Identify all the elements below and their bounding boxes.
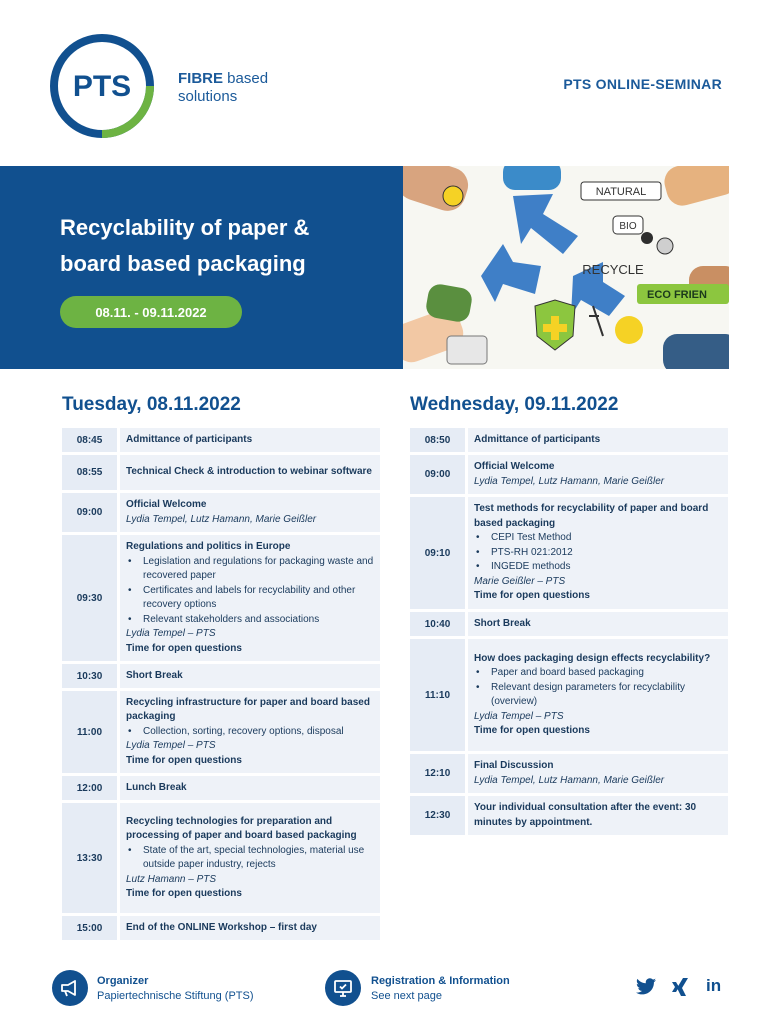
schedule-row (410, 639, 728, 751)
row-content (120, 455, 380, 490)
row-time: 09:00 (62, 493, 117, 532)
row-note: Time for open questions (474, 590, 590, 602)
twitter-icon[interactable] (636, 978, 656, 1000)
registration-value: See next page (371, 990, 442, 1002)
row-time: 11:00 (62, 691, 117, 773)
row-time: 09:30 (62, 535, 117, 661)
bullet-item: • Certificates and labels for recyclability and other recovery options (126, 584, 374, 613)
brand-tagline-1 (178, 70, 268, 87)
registration-label: Registration & Information (371, 975, 510, 987)
recycling-illustration (403, 166, 729, 369)
row-content (468, 639, 728, 751)
row-title: Official Welcome (126, 499, 207, 510)
row-content (120, 664, 380, 688)
row-time: 13:30 (62, 803, 117, 913)
row-time: 08:45 (62, 428, 117, 452)
date-badge: 08.11. - 09.11.2022 (60, 296, 242, 328)
row-title: Technical Check & introduction to webinar software (126, 466, 372, 478)
row-title: Test methods for recyclability of paper and board based packaging (474, 503, 709, 529)
bullet-item: • CEPI Test Method (474, 531, 722, 546)
day2-schedule (410, 428, 728, 838)
bio-label: BIO (619, 221, 637, 232)
row-time: 12:00 (62, 776, 117, 800)
row-title: Your individual consultation after the event: 30 minutes by appointment. (474, 802, 697, 828)
megaphone-icon (52, 970, 88, 1006)
logo-text: PTS (72, 70, 132, 103)
linkedin-icon[interactable]: in (706, 976, 722, 995)
row-content (468, 428, 728, 452)
row-content (120, 535, 380, 661)
row-title: Regulations and politics in Europe (126, 541, 291, 552)
day2-title: Wednesday, 09.11.2022 (410, 394, 619, 415)
schedule-row (410, 428, 728, 452)
row-time: 08:50 (410, 428, 465, 452)
row-time: 10:40 (410, 612, 465, 636)
row-bullets (474, 531, 722, 575)
row-time: 11:10 (410, 639, 465, 751)
schedule-row (62, 428, 380, 452)
row-speaker: Lydia Tempel, Lutz Hamann, Marie Geißler (126, 513, 317, 525)
row-time: 10:30 (62, 664, 117, 688)
bullet-item: • INGEDE methods (474, 560, 722, 575)
bullet-item: • State of the art, special technologies, material use outside paper industry, rejects (126, 844, 374, 873)
row-bullets (126, 844, 374, 873)
row-time: 15:00 (62, 916, 117, 940)
schedule-row (62, 455, 380, 490)
brand-tagline-2: solutions (178, 88, 238, 105)
schedule-row (62, 535, 380, 661)
title-line-2: board based packaging (60, 251, 306, 276)
row-time: 12:10 (410, 754, 465, 793)
day1-schedule (62, 428, 380, 943)
footer (0, 964, 770, 1024)
row-time: 08:55 (62, 455, 117, 490)
row-time: 09:10 (410, 497, 465, 609)
row-title: Final Discussion (474, 760, 554, 771)
bullet-item: • Relevant design parameters for recyclability (overview) (474, 681, 722, 710)
row-title: Official Welcome (474, 461, 555, 472)
row-title: Lunch Break (126, 781, 187, 793)
row-speaker: Lydia Tempel, Lutz Hamann, Marie Geißler (474, 475, 665, 487)
banner (0, 166, 770, 369)
natural-label: NATURAL (595, 186, 647, 198)
row-title: How does packaging design effects recyclability? (474, 652, 711, 664)
registration-info[interactable] (371, 974, 510, 1004)
row-speaker: Lydia Tempel – PTS (126, 628, 216, 639)
pts-logo (50, 34, 290, 138)
eco-label: ECO FRIEN (647, 289, 707, 301)
schedule-row (62, 776, 380, 800)
row-content (468, 455, 728, 494)
row-speaker: Lydia Tempel, Lutz Hamann, Marie Geißler (474, 774, 665, 786)
row-content (468, 497, 728, 609)
row-content (120, 428, 380, 452)
row-bullets (474, 666, 722, 710)
row-content (468, 754, 728, 793)
row-content (120, 493, 380, 532)
schedule-row (410, 497, 728, 609)
schedule-row (410, 612, 728, 636)
organizer-info (97, 974, 254, 1004)
brand-bold: FIBRE (178, 70, 223, 87)
row-content (468, 612, 728, 636)
bullet-item: • Paper and board based packaging (474, 666, 722, 681)
row-content (468, 796, 728, 835)
logo-ring-icon (50, 34, 170, 138)
row-content (120, 916, 380, 940)
row-speaker: Lydia Tempel – PTS (126, 740, 216, 752)
row-title: End of the ONLINE Workshop – first day (126, 921, 317, 933)
organizer-value: Papiertechnische Stiftung (PTS) (97, 990, 254, 1002)
row-note: Time for open questions (126, 754, 242, 766)
row-title: Recycling technologies for preparation and processing of paper and board based packaging (126, 815, 357, 841)
row-title: Short Break (126, 669, 183, 681)
bullet-item: • Legislation and regulations for packaging waste and recovered paper (126, 555, 374, 584)
row-speaker: Lydia Tempel – PTS (474, 710, 564, 722)
schedule-row (62, 691, 380, 773)
row-time: 12:30 (410, 796, 465, 835)
schedule-row (62, 803, 380, 913)
schedule-row (62, 493, 380, 532)
row-note: Time for open questions (474, 725, 590, 736)
row-content (120, 803, 380, 913)
row-title: Admittance of participants (474, 433, 601, 445)
row-speaker: Marie Geißler – PTS (474, 575, 566, 587)
row-content (120, 776, 380, 800)
bullet-item: • Relevant stakeholders and associations (126, 613, 374, 628)
row-title: Recycling infrastructure for paper and board based packaging (126, 696, 370, 723)
schedule-row (62, 916, 380, 940)
bullet-item: • PTS-RH 021:2012 (474, 546, 722, 561)
row-bullets (126, 555, 374, 628)
schedule-row (410, 455, 728, 494)
schedule-row (62, 664, 380, 688)
title-line-1: Recyclability of paper & (60, 215, 310, 240)
row-speaker: Lutz Hamann – PTS (126, 873, 217, 885)
monitor-check-icon (325, 970, 361, 1006)
row-time: 09:00 (410, 455, 465, 494)
brand-rest: based (223, 70, 269, 87)
row-note: Time for open questions (126, 888, 242, 899)
row-title: Admittance of participants (126, 433, 253, 445)
organizer-label: Organizer (97, 975, 149, 987)
seminar-label: PTS ONLINE-SEMINAR (563, 76, 722, 92)
row-note: Time for open questions (126, 642, 242, 654)
banner-panel (0, 166, 430, 369)
row-bullets (126, 725, 374, 740)
row-title: Short Break (474, 617, 531, 629)
recycle-label: RECYCLE (582, 262, 644, 277)
schedule-row (410, 796, 728, 835)
bullet-item: • Collection, sorting, recovery options, disposal (126, 725, 374, 740)
page-title (60, 210, 400, 282)
xing-icon[interactable] (670, 977, 690, 1002)
recycling-collage-icon (403, 166, 729, 369)
header (0, 0, 770, 166)
schedule-row (410, 754, 728, 793)
row-content (120, 691, 380, 773)
day1-title: Tuesday, 08.11.2022 (62, 394, 241, 415)
